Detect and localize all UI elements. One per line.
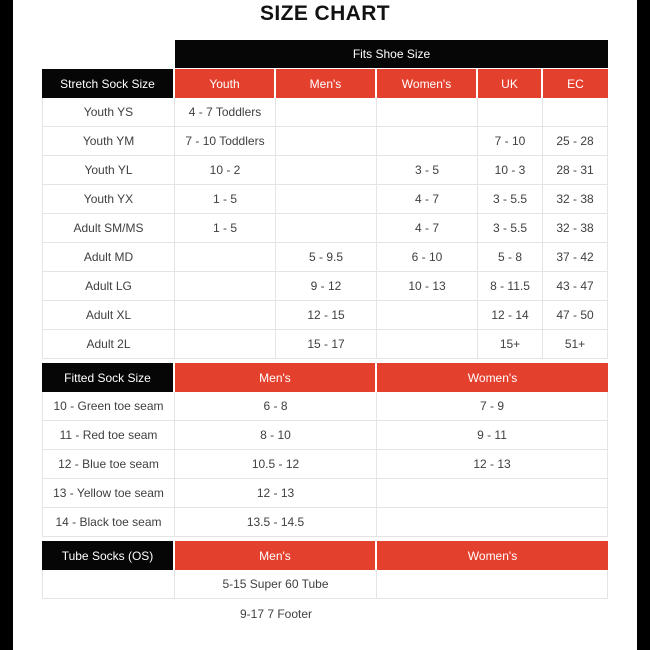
cell-ec: 37 - 42: [543, 243, 608, 272]
cell-mens: [276, 127, 377, 156]
cell-womens: 12 - 13: [377, 450, 608, 479]
cell-womens: [377, 508, 608, 537]
fitted-sock-size-header: Fitted Sock Size: [42, 363, 175, 392]
cell-womens: 7 - 9: [377, 392, 608, 421]
cell-womens: [377, 599, 608, 628]
row-label: Adult 2L: [42, 330, 175, 359]
table-row: [42, 185, 608, 214]
cell-ec: 51+: [543, 330, 608, 359]
table-row: [42, 421, 608, 450]
tube-rows: [42, 570, 608, 628]
table-row: [42, 272, 608, 301]
fitted-header-row: [42, 363, 608, 392]
table-row: [42, 156, 608, 185]
table-row: [42, 98, 608, 127]
table-row: [42, 330, 608, 359]
cell-mens: [276, 214, 377, 243]
row-label: 13 - Yellow toe seam: [42, 479, 175, 508]
cell-ec: 32 - 38: [543, 185, 608, 214]
cell-uk: 10 - 3: [478, 156, 543, 185]
cell-uk: [478, 98, 543, 127]
column-header-uk: UK: [478, 69, 543, 98]
cell-youth: [175, 330, 276, 359]
cell-mens: 5-15 Super 60 Tube: [175, 570, 377, 599]
cell-youth: [175, 301, 276, 330]
cell-youth: [175, 272, 276, 301]
cell-womens: 9 - 11: [377, 421, 608, 450]
tube-column-header-mens: Men's: [175, 541, 377, 570]
cell-mens: [276, 156, 377, 185]
cell-mens: 12 - 13: [175, 479, 377, 508]
cell-uk: 7 - 10: [478, 127, 543, 156]
stretch-sock-size-header: Stretch Sock Size: [42, 69, 175, 98]
row-label: [42, 570, 175, 599]
cell-ec: [543, 98, 608, 127]
cell-uk: 8 - 11.5: [478, 272, 543, 301]
cell-youth: 10 - 2: [175, 156, 276, 185]
column-header-womens: Women's: [377, 69, 478, 98]
cell-uk: 15+: [478, 330, 543, 359]
page-title: SIZE CHART: [260, 2, 390, 25]
fitted-column-header-mens: Men's: [175, 363, 377, 392]
cell-mens: 13.5 - 14.5: [175, 508, 377, 537]
cell-youth: 7 - 10 Toddlers: [175, 127, 276, 156]
cell-uk: 3 - 5.5: [478, 214, 543, 243]
row-label: Youth YS: [42, 98, 175, 127]
cell-mens: 6 - 8: [175, 392, 377, 421]
fitted-rows: [42, 392, 608, 537]
fitted-column-header-womens: Women's: [377, 363, 608, 392]
cell-youth: [175, 243, 276, 272]
cell-ec: 47 - 50: [543, 301, 608, 330]
fits-shoe-size-header: Fits Shoe Size: [175, 40, 608, 68]
cell-womens: [377, 479, 608, 508]
row-label: Adult LG: [42, 272, 175, 301]
cell-youth: 1 - 5: [175, 214, 276, 243]
row-label: Youth YL: [42, 156, 175, 185]
table-row: [42, 301, 608, 330]
right-edge-bar: [637, 0, 650, 650]
cell-womens: [377, 127, 478, 156]
cell-mens: 8 - 10: [175, 421, 377, 450]
column-header-ec: EC: [543, 69, 608, 98]
tube-header-row: [42, 541, 608, 570]
cell-womens: 4 - 7: [377, 185, 478, 214]
table-row: [42, 243, 608, 272]
cell-ec: 32 - 38: [543, 214, 608, 243]
cell-ec: 43 - 47: [543, 272, 608, 301]
table-row: [42, 570, 608, 599]
cell-womens: 3 - 5: [377, 156, 478, 185]
cell-ec: 28 - 31: [543, 156, 608, 185]
stretch-rows: [42, 98, 608, 359]
row-label: 12 - Blue toe seam: [42, 450, 175, 479]
row-label: 14 - Black toe seam: [42, 508, 175, 537]
table-row: [42, 479, 608, 508]
left-edge-bar: [0, 0, 13, 650]
cell-mens: 9-17 7 Footer: [175, 599, 377, 628]
table-row: [42, 599, 608, 628]
row-label: Youth YM: [42, 127, 175, 156]
column-header-mens: Men's: [276, 69, 377, 98]
cell-mens: [276, 185, 377, 214]
table-row: [42, 127, 608, 156]
cell-mens: 15 - 17: [276, 330, 377, 359]
cell-mens: 5 - 9.5: [276, 243, 377, 272]
cell-youth: 4 - 7 Toddlers: [175, 98, 276, 127]
cell-mens: [276, 98, 377, 127]
column-header-youth: Youth: [175, 69, 276, 98]
table-row: [42, 508, 608, 537]
tube-socks-header: Tube Socks (OS): [42, 541, 175, 570]
row-label: 10 - Green toe seam: [42, 392, 175, 421]
cell-youth: 1 - 5: [175, 185, 276, 214]
cell-womens: [377, 330, 478, 359]
table-row: [42, 214, 608, 243]
row-label: [42, 599, 175, 628]
row-label: Adult SM/MS: [42, 214, 175, 243]
cell-uk: 3 - 5.5: [478, 185, 543, 214]
cell-mens: 10.5 - 12: [175, 450, 377, 479]
row-label: Adult MD: [42, 243, 175, 272]
row-label: Youth YX: [42, 185, 175, 214]
cell-womens: 10 - 13: [377, 272, 478, 301]
cell-uk: 5 - 8: [478, 243, 543, 272]
size-chart-table: [42, 40, 608, 628]
cell-womens: [377, 570, 608, 599]
cell-uk: 12 - 14: [478, 301, 543, 330]
cell-womens: 6 - 10: [377, 243, 478, 272]
row-label: 11 - Red toe seam: [42, 421, 175, 450]
tube-column-header-womens: Women's: [377, 541, 608, 570]
cell-ec: 25 - 28: [543, 127, 608, 156]
table-row: [42, 392, 608, 421]
cell-womens: [377, 98, 478, 127]
cell-womens: 4 - 7: [377, 214, 478, 243]
stretch-header-row: [42, 69, 608, 98]
cell-womens: [377, 301, 478, 330]
table-row: [42, 450, 608, 479]
row-label: Adult XL: [42, 301, 175, 330]
cell-mens: 12 - 15: [276, 301, 377, 330]
cell-mens: 9 - 12: [276, 272, 377, 301]
